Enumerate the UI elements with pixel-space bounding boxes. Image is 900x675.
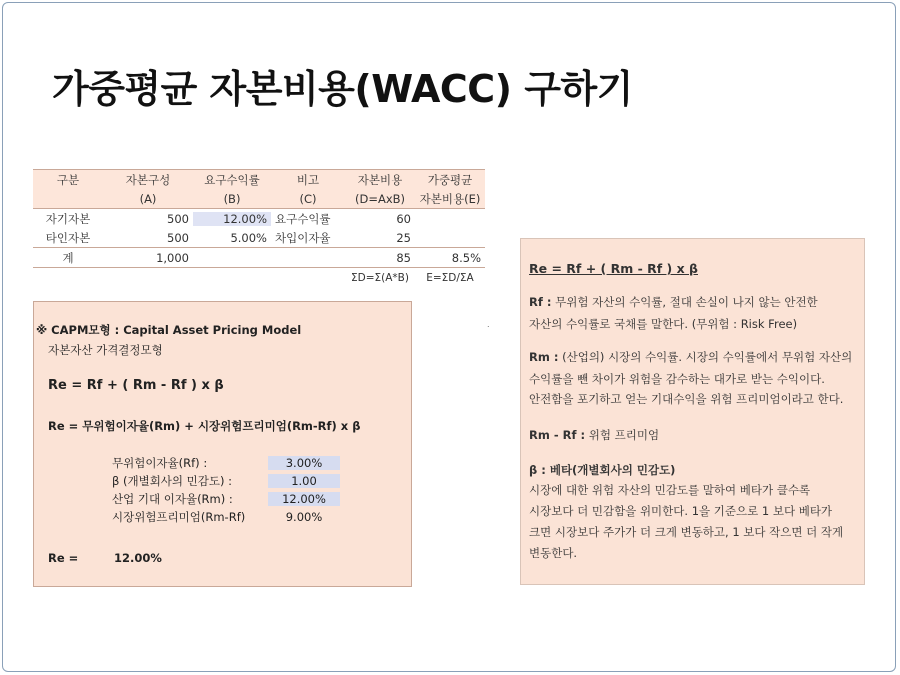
capm-result-value: 12.00% [114, 551, 162, 565]
header-cell: 자본구성 [125, 172, 171, 187]
input-value: 9.00% [285, 510, 323, 524]
table-row [33, 228, 485, 247]
table-cell: 25 [396, 230, 411, 245]
table-cell: 60 [396, 211, 411, 226]
table-note: E=ΣD/ΣA [426, 271, 474, 284]
slide-title: 가중평균 자본비용(WACC) 구하기 [52, 67, 633, 111]
input-label: 시장위험프리미엄(Rm-Rf) [112, 510, 246, 524]
rf-definition [529, 294, 818, 310]
capm-input-row [112, 454, 340, 472]
table-cell: 요구수익률 [275, 211, 331, 226]
capm-formula: Re = Rf + ( Rm - Rf ) x β [48, 378, 224, 393]
beta-text-1: 시장에 대한 위험 자산의 민감도를 말하여 베타가 클수록 [529, 483, 811, 497]
header-cell: (A) [139, 191, 157, 206]
rm-text: (산업의) 시장의 수익률. 시장의 수익률에서 무위험 자산의 [562, 350, 853, 364]
capm-formula-expanded: Re = 무위험이자율(Rm) + 시장위험프리미엄(Rm-Rf) x β [48, 419, 361, 433]
table-cell: 12.00% [193, 212, 271, 226]
wacc-table-header [33, 169, 485, 209]
table-cell: 타인자본 [45, 230, 91, 245]
table-notes-row [33, 268, 485, 287]
rm-text-3: 안전함을 포기하고 얻는 기대수익을 위험 프리미엄이라고 한다. [529, 392, 844, 406]
table-cell: 500 [167, 230, 189, 245]
beta-text-2: 시장보다 더 민감함을 위미한다. 1을 기준으로 1 보다 베타가 [529, 504, 833, 518]
capm-subheading: 자본자산 가격결정모형 [48, 343, 163, 357]
input-value: 1.00 [268, 474, 340, 488]
table-cell: 85 [396, 250, 411, 265]
rmrf-definition [529, 427, 659, 443]
beta-text-4: 변동한다. [529, 546, 578, 560]
rm-label: Rm : [529, 350, 559, 364]
capm-input-row [112, 472, 340, 490]
header-cell: (D=AxB) [354, 191, 406, 206]
rm-definition [529, 349, 852, 365]
table-cell: 500 [167, 211, 189, 226]
header-cell: (B) [223, 191, 241, 206]
rf-label: Rf : [529, 295, 552, 309]
capm-input-row [112, 508, 340, 526]
table-row [33, 209, 485, 228]
rf-text: 무위험 자산의 수익률, 절대 손실이 나지 않는 안전한 [555, 295, 818, 309]
stray-dot: . [487, 320, 490, 329]
input-label: 무위험이자율(Rf) : [112, 456, 208, 470]
beta-text-3: 크면 시장보다 주가가 더 크게 변동하고, 1 보다 작으면 더 작게 [529, 525, 844, 539]
table-cell: 8.5% [451, 250, 481, 265]
header-cell: 구분 [56, 172, 80, 187]
beta-label: β : 베타(개별회사의 민감도) [529, 463, 676, 477]
table-cell: 1,000 [156, 250, 189, 265]
header-row-1 [33, 170, 485, 189]
header-cell: 비고 [296, 172, 320, 187]
input-value: 12.00% [268, 492, 340, 506]
rmrf-label: Rm - Rf : [529, 428, 586, 442]
table-cell: 5.00% [230, 230, 267, 245]
rm-text-2: 수익률을 뺀 차이가 위험을 감수하는 대가로 받는 수익이다. [529, 372, 825, 386]
input-label: 산업 기대 이자율(Rm) : [112, 492, 233, 506]
capm-result-label: Re = [48, 551, 79, 565]
capm-box [33, 301, 412, 587]
header-cell: 자본비용(E) [419, 191, 481, 206]
header-cell: 요구수익률 [204, 172, 260, 187]
table-note: ΣD=Σ(A*B) [351, 271, 409, 284]
header-cell: 자본비용 [357, 172, 403, 187]
table-cell: 계 [62, 250, 74, 265]
input-label: β (개별회사의 민감도) : [112, 474, 233, 488]
rf-text-2: 자산의 수익률로 국채를 말한다. (무위험 : Risk Free) [529, 317, 798, 331]
rmrf-text: 위험 프리미엄 [588, 428, 660, 442]
header-row-2 [33, 189, 485, 208]
input-value: 3.00% [268, 456, 340, 470]
explanation-box [520, 238, 865, 585]
table-cell: 차입이자율 [275, 230, 331, 245]
table-total-row [33, 247, 485, 268]
capm-input-row [112, 490, 340, 508]
capm-heading: ※ CAPM모형 : Capital Asset Pricing Model [36, 323, 302, 337]
explanation-formula: Re = Rf + ( Rm - Rf ) x β [529, 261, 698, 276]
header-cell: 가중평균 [427, 172, 473, 187]
capm-inputs [112, 454, 340, 526]
header-cell: (C) [299, 191, 317, 206]
table-cell: 자기자본 [45, 211, 91, 226]
wacc-table [33, 169, 485, 287]
